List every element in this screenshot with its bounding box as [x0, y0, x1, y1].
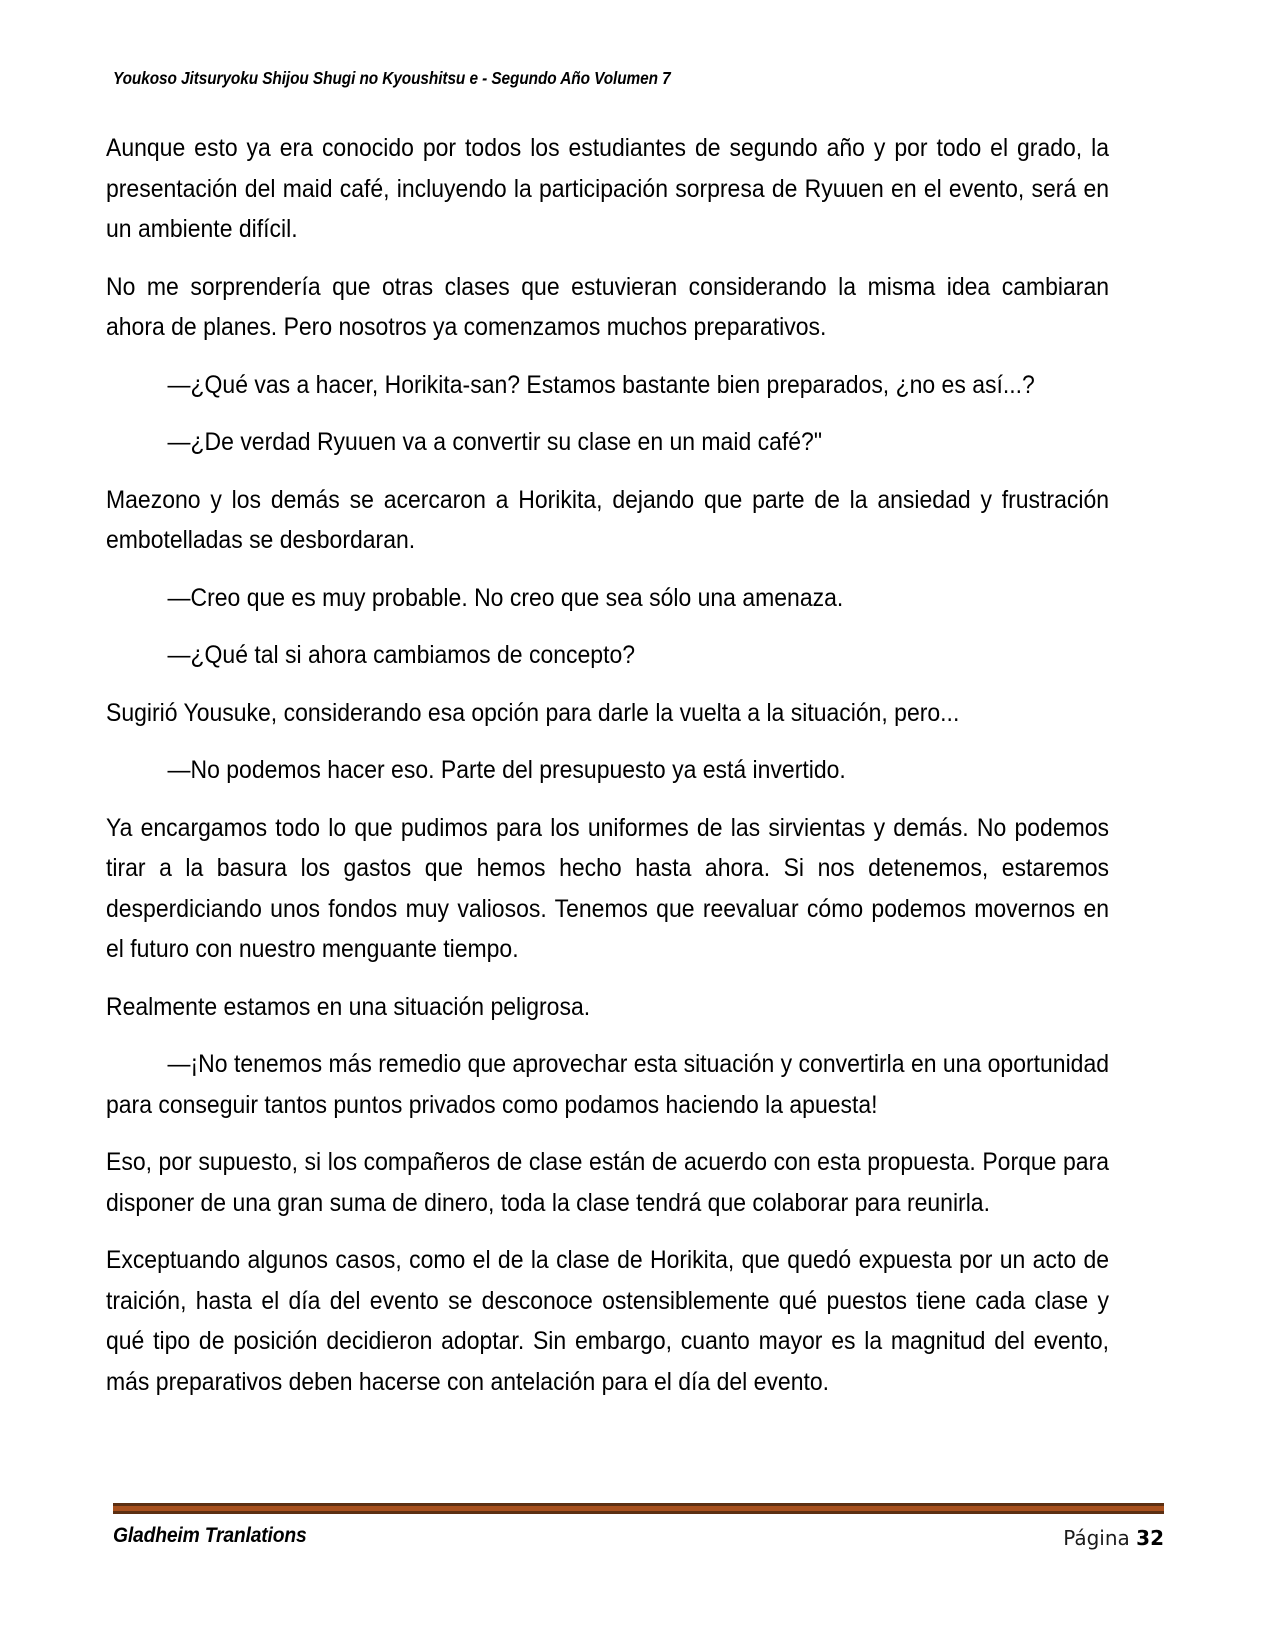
paragraph: Sugirió Yousuke, considerando esa opción para darle la vuelta a la situación, pero...: [106, 698, 960, 727]
running-header-title: Youkoso Jitsuryoku Shijou Shugi no Kyoushitsu e - Segundo Año Volumen 7: [113, 68, 671, 88]
dialogue-paragraph: —Creo que es muy probable. No creo que sea sólo una amenaza.: [167, 583, 844, 612]
dialogue-paragraph: —¿Qué tal si ahora cambiamos de concepto?: [167, 641, 636, 669]
dialogue-paragraph: —¿De verdad Ryuuen va a convertir su clase en un maid café?": [167, 428, 822, 456]
footer-translator-credit: Gladheim Tranlations: [113, 1524, 307, 1547]
footer-rule-bottom-stripe: [113, 1511, 1164, 1514]
body-text-column: [106, 128, 1109, 1402]
dialogue-paragraph: —No podemos hacer eso. Parte del presupuesto ya está invertido.: [167, 756, 846, 784]
paragraph: Realmente estamos en una situación peligrosa.: [106, 992, 591, 1021]
pagination-label: Página: [1063, 1526, 1130, 1550]
page-number: 32: [1136, 1526, 1164, 1550]
paragraph: Eso, por supuesto, si los compañeros de clase están de acuerdo con esta propuesta. Porque para disponer de una gran suma de dinero, toda la clase tendrá que colaborar para reunirla.: [106, 1148, 1110, 1217]
paragraph: Exceptuando algunos casos, como el de la clase de Horikita, que quedó expuesta por un acto de traición, hasta el día del evento se desconoce ostensiblemente qué puestos tiene cada clase y qué tipo de posición decidieron adoptar. Sin embargo, cuanto mayor es la magnitud del evento, más preparativos deben hacerse con antelación para el día del evento.: [106, 1246, 1110, 1396]
dialogue-paragraph: —¡No tenemos más remedio que aprovechar esta situación y convertirla en una oportunidad para conseguir tantos puntos privados como podamos haciendo la apuesta!: [106, 1050, 1110, 1119]
footer-divider-rule: [113, 1503, 1164, 1514]
paragraph: Ya encargamos todo lo que pudimos para los uniformes de las sirvientas y demás. No podemos tirar a la basura los gastos que hemos hecho hasta ahora. Si nos detenemos, estaremos desperdiciando unos fondos muy valiosos. Tenemos que reevaluar cómo podemos movernos en el futuro con nuestro menguante tiempo.: [106, 813, 1110, 963]
paragraph: Aunque esto ya era conocido por todos los estudiantes de segundo año y por todo el grado, la presentación del maid café, incluyendo la participación sorpresa de Ryuuen en el evento, será en un ambiente difícil.: [106, 134, 1110, 243]
dialogue-paragraph: —¿Qué vas a hacer, Horikita-san? Estamos bastante bien preparados, ¿no es así...?: [167, 370, 1035, 399]
paragraph: Maezono y los demás se acercaron a Horikita, dejando que parte de la ansiedad y frustración embotelladas se desbordaran.: [106, 485, 1110, 554]
footer-pagination: [1063, 1526, 1164, 1550]
paragraph: No me sorprendería que otras clases que estuvieran considerando la misma idea cambiaran ahora de planes. Pero nosotros ya comenzamos muchos preparativos.: [106, 272, 1110, 341]
page-footer: [113, 1524, 1164, 1560]
